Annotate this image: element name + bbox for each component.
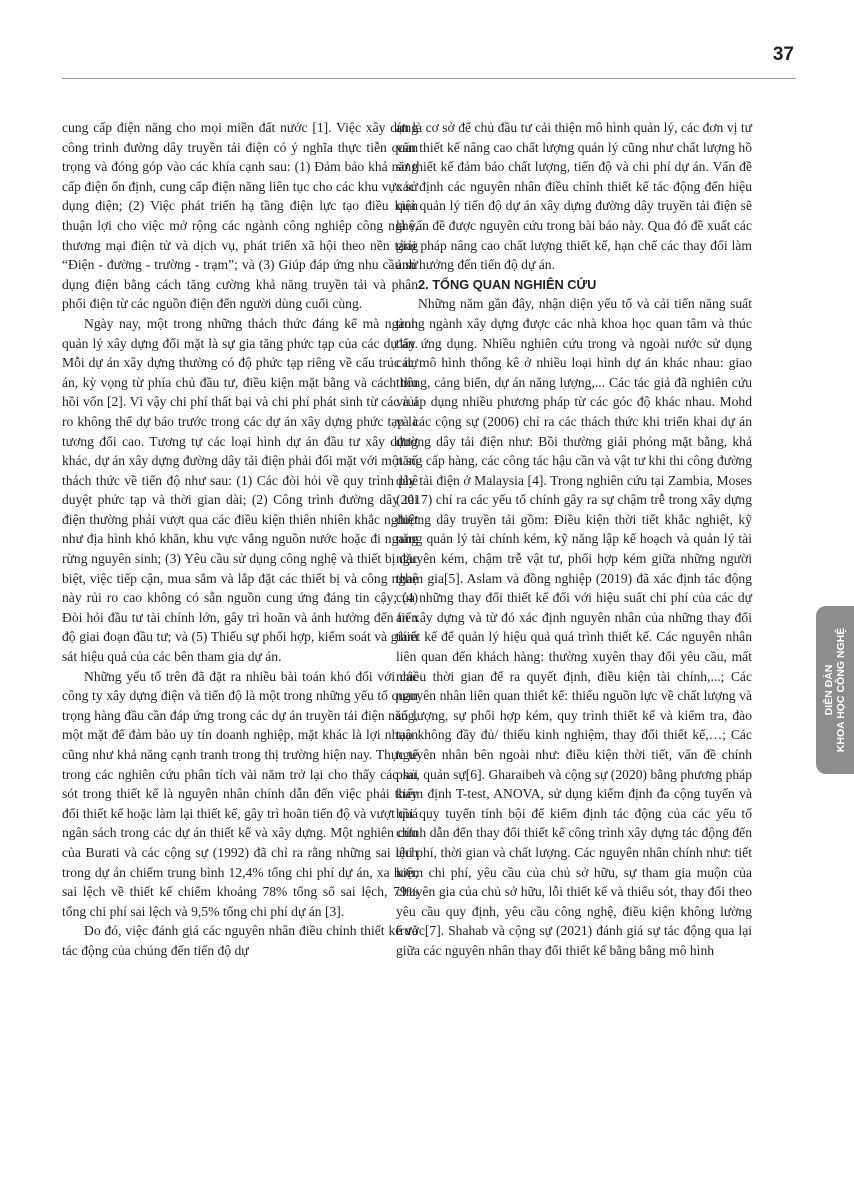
header-rule	[62, 78, 796, 79]
section-side-tab	[816, 606, 854, 774]
paragraph: Ngày nay, một trong những thách thức đáng kể mà ngành quản lý xây dựng đối mặt là sự gia tăng phức tạp của các dự án. Mỗi dự án xây dựng thường có độ phức tạp riêng về cấu trúc dự án, kỳ vọng từ phía chủ đầu tư, điều kiện mặt bằng và cách thu hồi vốn [2]. Vì vậy chi phí thất bại và chi phí phát sinh từ các rủi ro không thể dự báo trước trong các dự án xây dựng phức tạp là tương đối cao. Tương tự các loại hình dự án đầu tư xây dựng khác, dự án xây dựng đường dây tải điện phải đối mặt với một số thách thức về tiến độ như sau: (1) Các đòi hỏi về quy trình phê duyệt phức tạp và thời gian dài; (2) Công trình đường dây tải điện thường phải vượt qua các điều kiện thiên nhiên khắc nghiệt như địa hình khó khăn, khu vực vắng nguồn nước hoặc đi ngang rừng nguyên sinh; (3) Yêu cầu sử dụng công nghệ và thiết bị đặc biệt, việc tiếp cận, mua sắm và lắp đặt các thiết bị và công nghệ này rủi ro cao không có sẵn nguồn cung ứng đáng tin cậy; (4) Đòi hỏi đầu tư tài chính lớn, gây trì hoãn và ảnh hưởng đến tiến độ giai đoạn đầu tư; và (5) Thiếu sự phối hợp, kiểm soát và giám sát hiệu quả của các bên tham gia dự án.	[62, 315, 418, 665]
side-tab-line-2: KHOA HỌC CÔNG NGHỆ	[835, 627, 847, 753]
side-tab-label	[823, 628, 847, 752]
paragraph: án là cơ sở để chủ đầu tư cải thiện mô hình quản lý, các đơn vị tư vấn thiết kế nâng cao chất lượng quản lý cũng như chất lượng hồ sơ thiết kế đảm bảo chất lượng, tiến độ và chi phí dự án. Vấn đề xác định các nguyên nhân điều chỉnh thiết kế tác động đến hiệu quả quản lý tiến độ dự án xây dựng đường dây truyền tải điện sẽ là vấn đề được nguyên cứu trong bài báo này. Qua đó đề xuất các giải pháp nâng cao chất lượng thiết kế, hạn chế các thay đổi làm ảnh hưởng đến tiến độ dự án.	[396, 120, 752, 273]
paragraph: Do đó, việc đánh giá các nguyên nhân điều chỉnh thiết kế và tác động của chúng đến tiến độ dự	[62, 923, 418, 958]
right-column	[396, 118, 752, 961]
left-column	[62, 118, 418, 961]
paragraph: Những năm gần đây, nhận diện yếu tố và cải tiến năng suất trong ngành xây dựng được các nhà khoa học quan tâm và thúc đẩy ứng dụng. Nhiều nghiên cứu trong và ngoài nước sử dụng các mô hình thống kê ở nhiều loại hình dự án khác nhau: giao thông, cảng biển, dự án năng lượng,... Các tác giả đã nghiên cứu và áp dụng nhiều phương pháp từ các góc độ khác nhau. Mohd và các cộng sự (2006) chỉ ra các thách thức khi triển khai dự án đường dây tải điện như: Bồi thường giải phóng mặt bằng, khả năng cấp hàng, các công tác hậu cần và vật tư khi thi công đường dây tải điện ở Malaysia [4]. Trong nghiên cứu tại Zambia, Moses (2017) chỉ ra các yếu tố chính gây ra sự chậm trễ trong xây dựng đường dây truyền tải gồm: Điều kiện thời tiết khắc nghiệt, kỹ năng quản lý tài chính kém, kỹ năng lập kế hoạch và quản lý tài nguyên kém, chậm trễ vật tư, phối hợp kém giữa những người tham gia[5]. Aslam và đồng nghiệp (2019) đã xác định tác động của những thay đổi thiết kế đối với hiệu suất chi phí của các dự án xây dựng và từ đó xác định nguyên nhân của những thay đổi thiết kế để quản lý hiệu quả quá trình thiết kế. Các nguyên nhân liên quan đến khách hàng: thường xuyên thay đổi yêu cầu, mất nhiều thời gian để ra quyết định, điều kiện tài chính,...; Các nguyên nhân liên quan thiết kế: thiếu nguồn lực về chất lượng và số lượng, sự phối hợp kém, quy trình thiết kế và kiểm tra, đào tạo không đầy đủ/ thiếu kinh nghiệm, thay đổi thiết kế,…; Các nguyên nhân bên ngoài như: điều kiện thời tiết, vấn đề chính phủ, quản sự[6]. Gharaibeh và cộng sự (2020) bằng phương pháp kiểm định T-test, ANOVA, sử dụng kiểm định đa cộng tuyến và hồi quy tuyến tính bội để kiểm định tác động của các yếu tố chính dẫn đến thay đổi thiết kế công trình xây dựng tác động đến chi phí, thời gian và chất lượng. Các nguyên nhân chính như: tiết kiệm chi phí, yêu cầu của chủ sở hữu, sự tham gia muộn của chuyên gia của chủ sở hữu, lỗi thiết kế và thiếu sót, thay đổi theo yêu cầu quy định, yêu cầu công nghệ, điều kiện không lường trước[7]. Shahab và cộng sự (2021) đánh giá sự tác động qua lại giữa các nguyên nhân thay đổi thiết kế bằng bằng mô hình	[396, 296, 752, 958]
side-tab-line-1: DIỄN ĐÀN	[823, 664, 835, 716]
paragraph: Những yếu tố trên đã đặt ra nhiều bài toán khó đối với các công ty xây dựng điện và tiến độ là một trong những yếu tố quan trọng hàng đầu cần đáp ứng trong các dự án truyền tải điện năng, một mặt để đảm bảo uy tín doanh nghiệp, mặt khác là lợi nhuận cũng như khả năng cạnh tranh trong thị trường hiện nay. Thực tế trong các nghiên cứu phân tích vài năm trở lại cho thấy các sai sót trong thiết kế là nguyên nhân chính dẫn đến việc phải thay đổi thiết kế hoặc làm lại thiết kế, gây trì hoãn tiến độ và vượt quá ngân sách trong các dự án thiết kế và xây dựng. Một nghiên cứu của Burati và các cộng sự (1992) đã chỉ ra rằng những sai lệch trong dự án chiếm trung bình 12,4% tổng chi phí dự án, xa hơn, sai lệch về thiết kế chiếm khoảng 78% tổng số sai lệch, 79% tổng chi phí sai lệch và 9,5% tổng chi phí dự án [3].	[62, 668, 418, 919]
paragraph: cung cấp điện năng cho mọi miền đất nước [1]. Việc xây dựng công trình đường dây truyền tải điện có ý nghĩa thực tiễn quan trọng và đóng góp vào các khía cạnh sau: (1) Đảm bảo khả năng cấp điện ổn định, cung cấp điện năng liên tục cho các khu vực sử dụng điện; (2) Việc phát triển hạ tầng điện lực tạo điều kiện thuận lợi cho việc mở rộng các ngành công nghiệp công nghệ, thương mại điện tử và dịch vụ, phát triển xã hội theo nền tảng “Điện - đường - trường - trạm”; và (3) Giúp đáp ứng nhu cầu sử dụng điện bằng cách tăng cường khả năng truyền tải và phân phối điện từ các nguồn điện đến người dùng cuối cùng.	[62, 120, 418, 312]
section-heading: 2. TỔNG QUAN NGHIÊN CỨU	[418, 276, 597, 292]
page-number: 37	[772, 44, 794, 65]
